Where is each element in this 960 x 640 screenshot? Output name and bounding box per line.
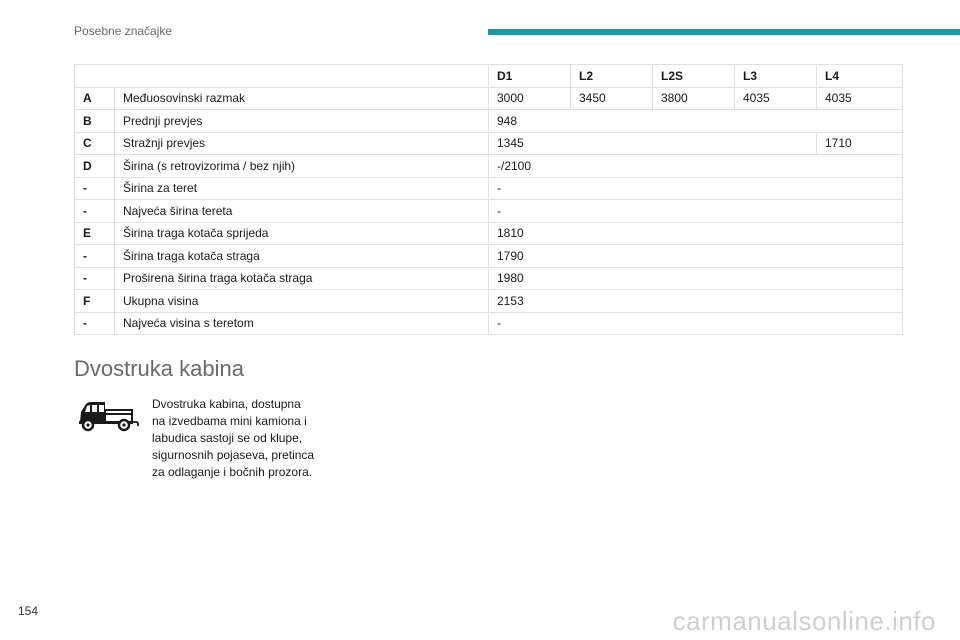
description-line: Dvostruka kabina, dostupna: [152, 397, 301, 411]
section-title: Dvostruka kabina: [74, 356, 244, 381]
row-label: Širina za teret: [115, 177, 489, 200]
row-label: Prednji prevjes: [115, 110, 489, 133]
row-value: 4035: [735, 87, 817, 110]
header-cell-l4: L4: [817, 65, 903, 88]
table-row: [75, 177, 903, 200]
row-label: Širina traga kotača straga: [115, 245, 489, 268]
row-value: 3800: [653, 87, 735, 110]
row-label: Širina traga kotača sprijeda: [115, 222, 489, 245]
header-accent-bar: [488, 29, 960, 35]
row-label: Najveća visina s teretom: [115, 312, 489, 335]
row-code: D: [75, 155, 115, 178]
row-value: 1790: [489, 245, 903, 268]
page-header-title: Posebne značajke: [74, 24, 173, 38]
row-value: 2153: [489, 290, 903, 313]
table-header-row: [75, 65, 903, 88]
row-value: -/2100: [489, 155, 903, 178]
header-cell-l2s: L2S: [653, 65, 735, 88]
row-code: -: [75, 312, 115, 335]
table-row: [75, 312, 903, 335]
dimensions-table: [74, 64, 903, 335]
row-code: F: [75, 290, 115, 313]
row-code: -: [75, 245, 115, 268]
table-row: [75, 87, 903, 110]
table-row: [75, 290, 903, 313]
header-cell-empty: [75, 65, 489, 88]
table-row: [75, 110, 903, 133]
row-value: 4035: [817, 87, 903, 110]
row-code: A: [75, 87, 115, 110]
table-row: [75, 222, 903, 245]
row-value: 3450: [571, 87, 653, 110]
row-label: Najveća širina tereta: [115, 200, 489, 223]
header-cell-l3: L3: [735, 65, 817, 88]
row-value: 1345: [489, 132, 817, 155]
row-label: Širina (s retrovizorima / bez njih): [115, 155, 489, 178]
row-value: 3000: [489, 87, 571, 110]
row-code: -: [75, 200, 115, 223]
row-value: -: [489, 200, 903, 223]
description-line: sigurnosnih pojaseva, pretinca: [152, 448, 315, 462]
row-value: 1980: [489, 267, 903, 290]
row-code: -: [75, 177, 115, 200]
table-row: [75, 132, 903, 155]
row-label: Ukupna visina: [115, 290, 489, 313]
description-line: za odlaganje i bočnih prozora.: [152, 465, 313, 479]
page-number: 154: [18, 604, 39, 618]
table-row: [75, 267, 903, 290]
section-description: [152, 396, 324, 481]
row-label: Stražnji prevjes: [115, 132, 489, 155]
row-code: C: [75, 132, 115, 155]
row-code: B: [75, 110, 115, 133]
row-code: -: [75, 267, 115, 290]
header-cell-d1: D1: [489, 65, 571, 88]
row-value: 948: [489, 110, 903, 133]
table-row: [75, 155, 903, 178]
table-row: [75, 200, 903, 223]
table-row: [75, 245, 903, 268]
double-cab-truck-icon: [76, 398, 140, 432]
row-value: -: [489, 312, 903, 335]
description-line: na izvedbama mini kamiona i: [152, 414, 307, 428]
header-cell-l2: L2: [571, 65, 653, 88]
row-value: 1710: [817, 132, 903, 155]
row-label: Proširena širina traga kotača straga: [115, 267, 489, 290]
row-value: -: [489, 177, 903, 200]
watermark: carmanualsonline.info: [672, 606, 936, 636]
row-code: E: [75, 222, 115, 245]
row-value: 1810: [489, 222, 903, 245]
row-label: Međuosovinski razmak: [115, 87, 489, 110]
description-line: labudica sastoji se od klupe,: [152, 431, 303, 445]
